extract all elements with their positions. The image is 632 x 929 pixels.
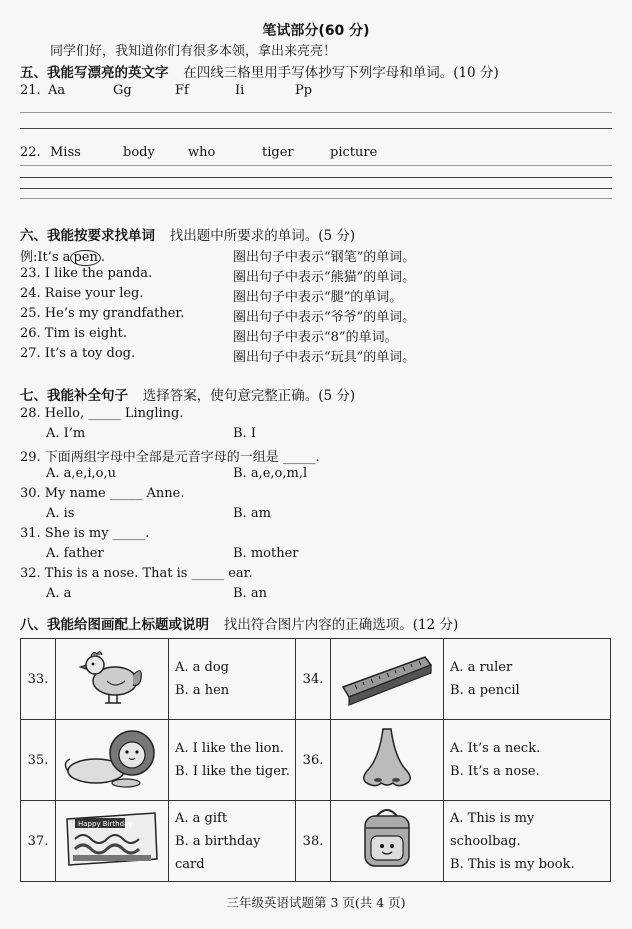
page-title: 笔试部分(60 分)	[262, 23, 370, 39]
section-7-heading: 七、我能补全句子 选择答案，使句意完整正确。(5 分)	[20, 388, 356, 404]
s6-requirement: 圈出句子中表示“玩具”的单词。	[233, 350, 416, 365]
example-sentence: 例:It’s a pen .	[20, 250, 105, 265]
section-5-heading: 五、我能写漂亮的英文字 在四线三格里用手写体抄写下列字母和单词。(10 分)	[20, 65, 499, 81]
s6-question: 25. He’s my grandfather.	[20, 306, 185, 321]
option-b: B. a pencil	[450, 683, 520, 698]
card-text: Happy Birthday	[78, 820, 133, 828]
s6-question: 24. Raise your leg.	[20, 286, 144, 301]
item-number: 36.	[296, 720, 331, 801]
option-a: A. a dog	[175, 660, 230, 675]
item-number: 34.	[296, 639, 331, 720]
option-a: A. I’m	[46, 426, 86, 441]
q21-item: Ii	[235, 83, 245, 98]
ruler-icon	[339, 647, 435, 707]
s7-question: 31. She is my _____.	[20, 526, 150, 541]
table-row	[21, 720, 611, 801]
q22-item: tiger	[262, 145, 294, 160]
option-b: B. This is my book.	[450, 856, 575, 872]
option-b: B. I	[233, 426, 256, 441]
s7-question: 32. This is a nose. That is _____ ear.	[20, 566, 253, 581]
example-requirement: 圈出句子中表示“钢笔”的单词。	[233, 250, 416, 265]
option-a: A. a,e,i,o,u	[46, 466, 116, 481]
q21-item: Pp	[295, 83, 313, 98]
item-number: 33.	[21, 639, 56, 720]
writing-line	[20, 112, 612, 113]
hen-icon	[77, 645, 147, 709]
s6-requirement: 圈出句子中表示“8”的单词。	[233, 330, 398, 345]
s7-question: 30. My name _____ Anne.	[20, 486, 185, 501]
option-a: A. a gift	[175, 810, 228, 826]
option-a: A. a ruler	[450, 660, 513, 675]
item-number: 38.	[296, 801, 331, 882]
intro-text: 同学们好，我知道你们有很多本领，拿出来亮亮！	[50, 44, 337, 59]
option-b: B. a hen	[175, 683, 230, 698]
option-a: A. It’s a neck.	[450, 741, 541, 756]
q21-item: Gg	[113, 83, 132, 98]
q21-item: Ff	[175, 83, 189, 98]
q22-item: body	[123, 145, 155, 160]
table-row	[21, 639, 611, 720]
picture-table	[20, 638, 611, 882]
writing-line	[20, 188, 612, 189]
writing-line	[20, 165, 612, 166]
item-number: 37.	[21, 801, 56, 882]
option-b: B. a,e,o,m,l	[233, 466, 308, 481]
s6-question: 27. It’s a toy dog.	[20, 346, 136, 361]
option-b: B. I like the tiger.	[175, 764, 290, 779]
s6-question: 26. Tim is eight.	[20, 326, 127, 341]
circled-word: pen	[70, 250, 100, 266]
q22-item: who	[188, 145, 216, 160]
s6-requirement: 圈出句子中表示“熊猫”的单词。	[233, 270, 416, 285]
s6-question: 23. I like the panda.	[20, 266, 153, 281]
birthday-card-icon	[63, 811, 161, 867]
s7-question: 29. 下面两组字母中全部是元音字母的一组是 _____.	[20, 450, 320, 465]
q22-item: Miss	[50, 145, 81, 160]
table-row	[21, 801, 611, 882]
option-a: A. father	[46, 546, 104, 561]
option-b: B. It’s a nose.	[450, 764, 540, 779]
section-8-heading: 八、我能给图画配上标题或说明 找出符合图片内容的正确选项。(12 分)	[20, 617, 459, 633]
option-a: A. I like the lion.	[175, 741, 285, 756]
option-a: A. This is my schoolbag.	[450, 810, 535, 849]
s6-requirement: 圈出句子中表示“腿”的单词。	[233, 290, 403, 305]
writing-line	[20, 198, 612, 199]
q21-num: 21.	[20, 83, 41, 98]
option-b: B. an	[233, 586, 267, 601]
option-a: A. a	[46, 586, 72, 601]
section-6-heading: 六、我能按要求找单词 找出题中所要求的单词。(5 分)	[20, 228, 356, 244]
option-b: B. am	[233, 506, 271, 521]
lion-icon	[62, 725, 162, 791]
writing-line	[20, 177, 612, 178]
q22-item: picture	[330, 145, 378, 160]
option-b: B. a birthday card	[175, 833, 261, 872]
writing-line	[20, 128, 612, 129]
schoolbag-icon	[355, 806, 419, 872]
item-number: 35.	[21, 720, 56, 801]
option-a: A. is	[46, 506, 75, 521]
q21-item: Aa	[48, 83, 66, 98]
option-b: B. mother	[233, 546, 299, 561]
q22-num: 22.	[20, 145, 41, 160]
s7-question: 28. Hello, _____ Lingling.	[20, 406, 184, 421]
nose-icon	[357, 725, 417, 791]
s6-requirement: 圈出句子中表示“爷爷”的单词。	[233, 310, 416, 325]
page-footer: 三年级英语试题第 3 页(共 4 页)	[226, 895, 406, 910]
